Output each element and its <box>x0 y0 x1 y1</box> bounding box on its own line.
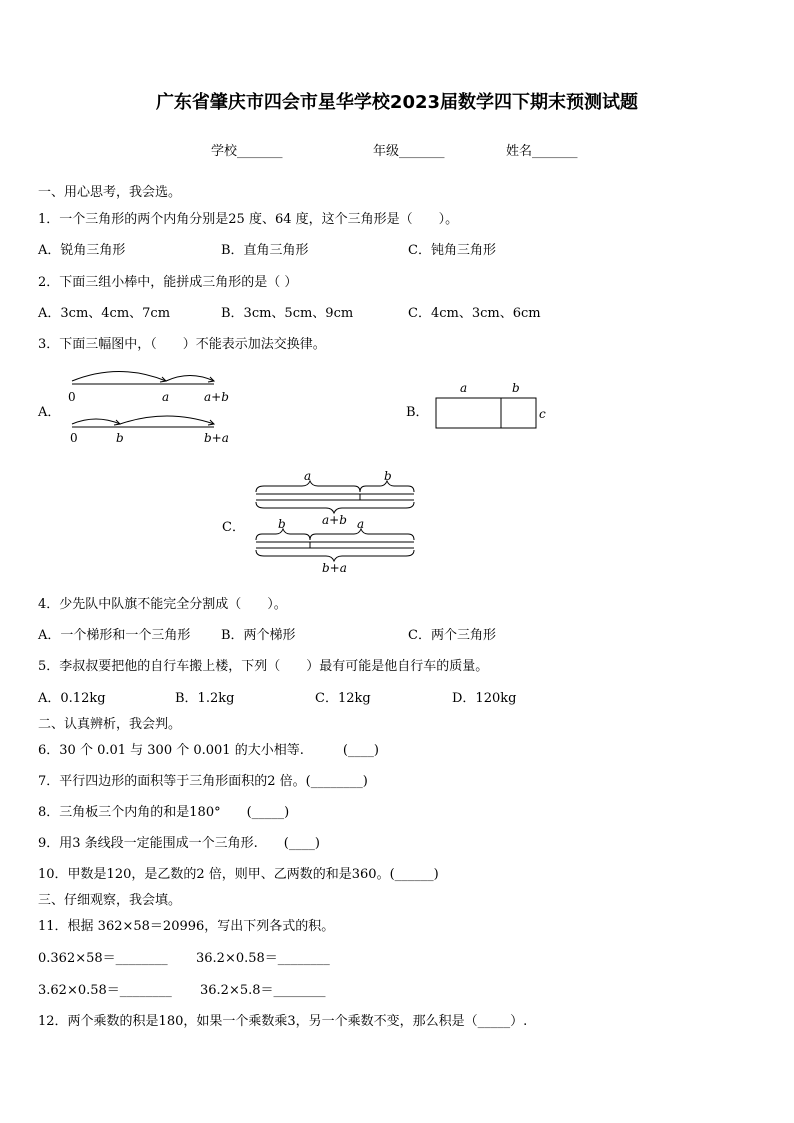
q3-label-c: C． <box>222 520 245 535</box>
question-12: 12．两个乘数的积是180，如果一个乘数乘3，另一个乘数不变，那么积是（_____）. <box>38 1014 528 1029</box>
fig-c-a1: a <box>304 469 312 483</box>
fig-c-b2: b <box>278 517 286 531</box>
fig-b-c: c <box>539 407 546 421</box>
school-field: 学校_______ <box>211 144 283 159</box>
fig-c-apb: a+b <box>322 513 347 527</box>
question-11: 11．根据 362×58＝20996，写出下列各式的积。 <box>38 919 335 934</box>
name-field: 姓名_______ <box>506 144 578 159</box>
grade-field: 年级_______ <box>373 144 445 159</box>
q3-label-a: A． <box>38 405 61 420</box>
section-heading-2: 二、认真辨析，我会判。 <box>38 717 182 732</box>
fig-b-a: a <box>460 381 468 395</box>
q5-option-d: D．120kg <box>452 691 517 706</box>
q4-option-b: B．两个梯形 <box>221 628 296 643</box>
q1-option-b: B．直角三角形 <box>221 243 309 258</box>
q11-expr-4: 36.2×5.8＝________ <box>200 983 326 998</box>
q1-option-a: A．锐角三角形 <box>38 243 126 258</box>
question-5: 5．李叔叔要把他的自行车搬上楼，下列（ ）最有可能是他自行车的质量。 <box>38 659 489 674</box>
figure-c-segments <box>250 466 420 578</box>
q11-expr-2: 36.2×0.58＝________ <box>196 951 330 966</box>
q3-label-b: B． <box>406 405 429 420</box>
figure-a-number-lines <box>64 366 244 448</box>
question-1: 1．一个三角形的两个内角分别是25 度、64 度，这个三角形是（ ）。 <box>38 212 459 227</box>
page-title: 广东省肇庆市四会市星华学校2023届数学四下期末预测试题 <box>155 92 639 113</box>
section-heading-3: 三、仔细观察，我会填。 <box>38 893 182 908</box>
question-7: 7．平行四边形的面积等于三角形面积的2 倍。(________) <box>38 774 368 789</box>
question-10: 10．甲数是120，是乙数的2 倍，则甲、乙两数的和是360。(______) <box>38 867 439 882</box>
q4-option-a: A．一个梯形和一个三角形 <box>38 628 191 643</box>
fig-c-bpa: b+a <box>322 561 347 575</box>
fig-a-zero-1: 0 <box>68 390 76 404</box>
question-6: 6．30 个 0.01 与 300 个 0.001 的大小相等. (____) <box>38 743 379 758</box>
question-3: 3．下面三幅图中，（ ）不能表示加法交换律。 <box>38 337 326 352</box>
q2-option-a: A．3cm、4cm、7cm <box>38 306 171 321</box>
question-2: 2．下面三组小棒中，能拼成三角形的是（ ） <box>38 275 298 290</box>
q5-option-b: B．1.2kg <box>175 691 235 706</box>
fig-a-bpa: b+a <box>204 431 229 445</box>
section-heading-1: 一、用心思考，我会选。 <box>38 185 182 200</box>
fig-a-a: a <box>162 390 170 404</box>
q5-option-a: A．0.12kg <box>38 691 106 706</box>
fig-a-b: b <box>116 431 124 445</box>
q1-option-c: C．钝角三角形 <box>408 243 496 258</box>
fig-a-zero-2: 0 <box>70 431 78 445</box>
q11-expr-3: 3.62×0.58＝________ <box>38 983 172 998</box>
figure-b-rectangle <box>430 378 560 434</box>
question-8: 8．三角板三个内角的和是180° (_____) <box>38 805 290 820</box>
question-9: 9．用3 条线段一定能围成一个三角形. (____) <box>38 836 320 851</box>
fig-a-apb: a+b <box>204 390 229 404</box>
q11-expr-1: 0.362×58＝________ <box>38 951 168 966</box>
question-4: 4．少先队中队旗不能完全分割成（ ）。 <box>38 597 287 612</box>
q4-option-c: C．两个三角形 <box>408 628 496 643</box>
q5-option-c: C．12kg <box>315 691 371 706</box>
q2-option-c: C．4cm、3cm、6cm <box>408 306 541 321</box>
fig-c-a2: a <box>357 517 365 531</box>
fig-b-b: b <box>512 381 520 395</box>
fig-c-b1: b <box>384 469 392 483</box>
q2-option-b: B．3cm、5cm、9cm <box>221 306 354 321</box>
